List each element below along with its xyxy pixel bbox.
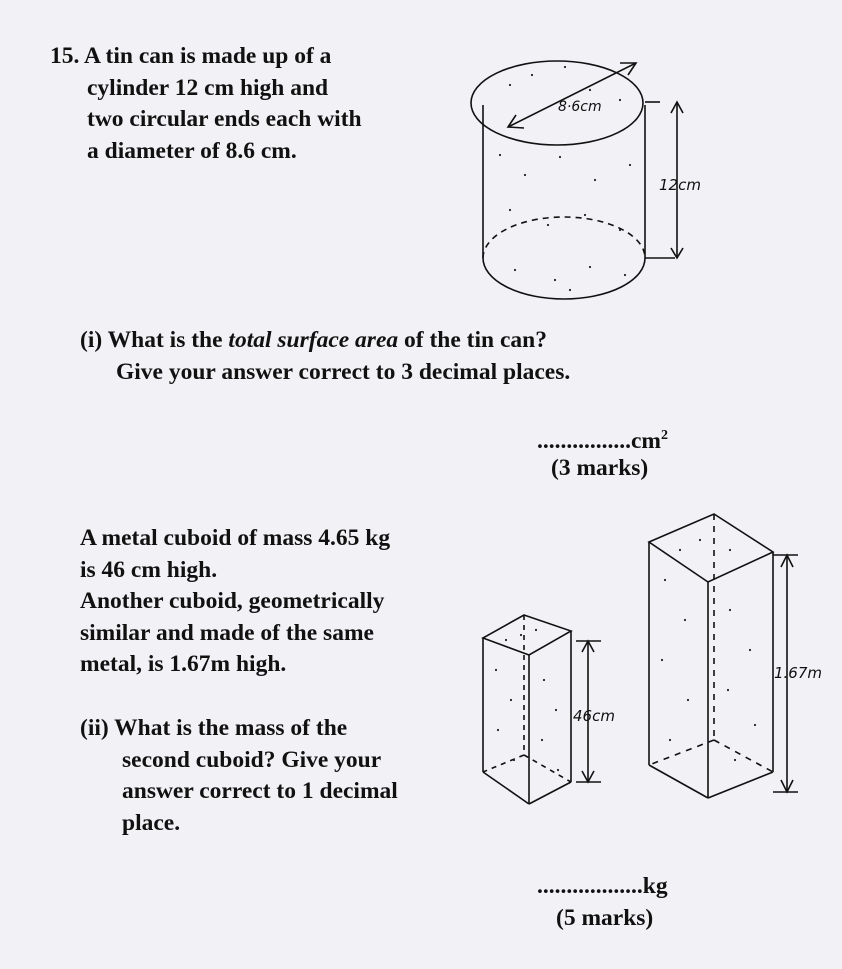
large-cuboid-height-label: 1.67m [774,664,823,682]
cylinder-bottom-back [483,217,645,258]
answer-line-ii [537,871,668,903]
part-ii-line: answer correct to 1 decimal [122,778,398,804]
emphasis-total-surface-area: total surface area [228,327,399,353]
diameter-line [508,63,636,127]
answer-blank-i[interactable]: ................ [537,427,631,454]
part-ii-line: (ii) What is the mass of the [80,715,348,741]
part-i-text-after: of the tin can? [404,327,547,353]
answer-line-i [537,420,668,457]
large-cuboid-top [649,514,773,582]
diameter-label: 8·6cm [558,99,602,115]
cuboid-line: similar and made of the same [80,619,374,646]
part-i-label: (i) [80,327,103,353]
cuboid-line: A metal cuboid of mass 4.65 kg [80,525,391,551]
question-intro [50,41,362,167]
marks-ii: (5 marks) [556,905,654,931]
cuboid-line: metal, is 1.67m high. [80,651,287,677]
intro-line: a diameter of 8.6 cm. [87,137,297,164]
cylinder-height-label: 12cm [659,176,701,194]
marks-i: (3 marks) [551,455,649,481]
part-ii-line: place. [122,809,181,836]
intro-line: A tin can is made up of a [83,43,332,69]
answer-unit-ii: kg [642,873,668,899]
cuboid-text [80,523,390,681]
small-cuboid-top [483,615,571,655]
cylinder-diagram [470,45,730,305]
part-i-text [80,325,570,388]
small-cuboid-diagram [476,610,636,810]
part-i-text-before: What is the [107,327,223,353]
answer-unit-i: cm [631,427,662,454]
unit-exponent: 2 [661,428,669,443]
answer-blank-ii[interactable]: .................. [537,873,643,899]
intro-line: cylinder 12 cm high and [87,74,329,101]
small-cuboid-height-label: 46cm [573,707,615,725]
cylinder-bottom-front [483,258,645,299]
cuboid-line: Another cuboid, geometrically [80,588,385,614]
part-i-line2: Give your answer correct to 3 decimal places. [116,358,571,385]
question-number: 15. [50,43,80,69]
cuboid-line: is 46 cm high. [80,556,218,583]
part-ii-text [80,713,398,839]
large-cuboid-diagram [640,510,830,810]
intro-line: two circular ends each with [87,106,362,132]
part-ii-line: second cuboid? Give your [122,746,382,773]
